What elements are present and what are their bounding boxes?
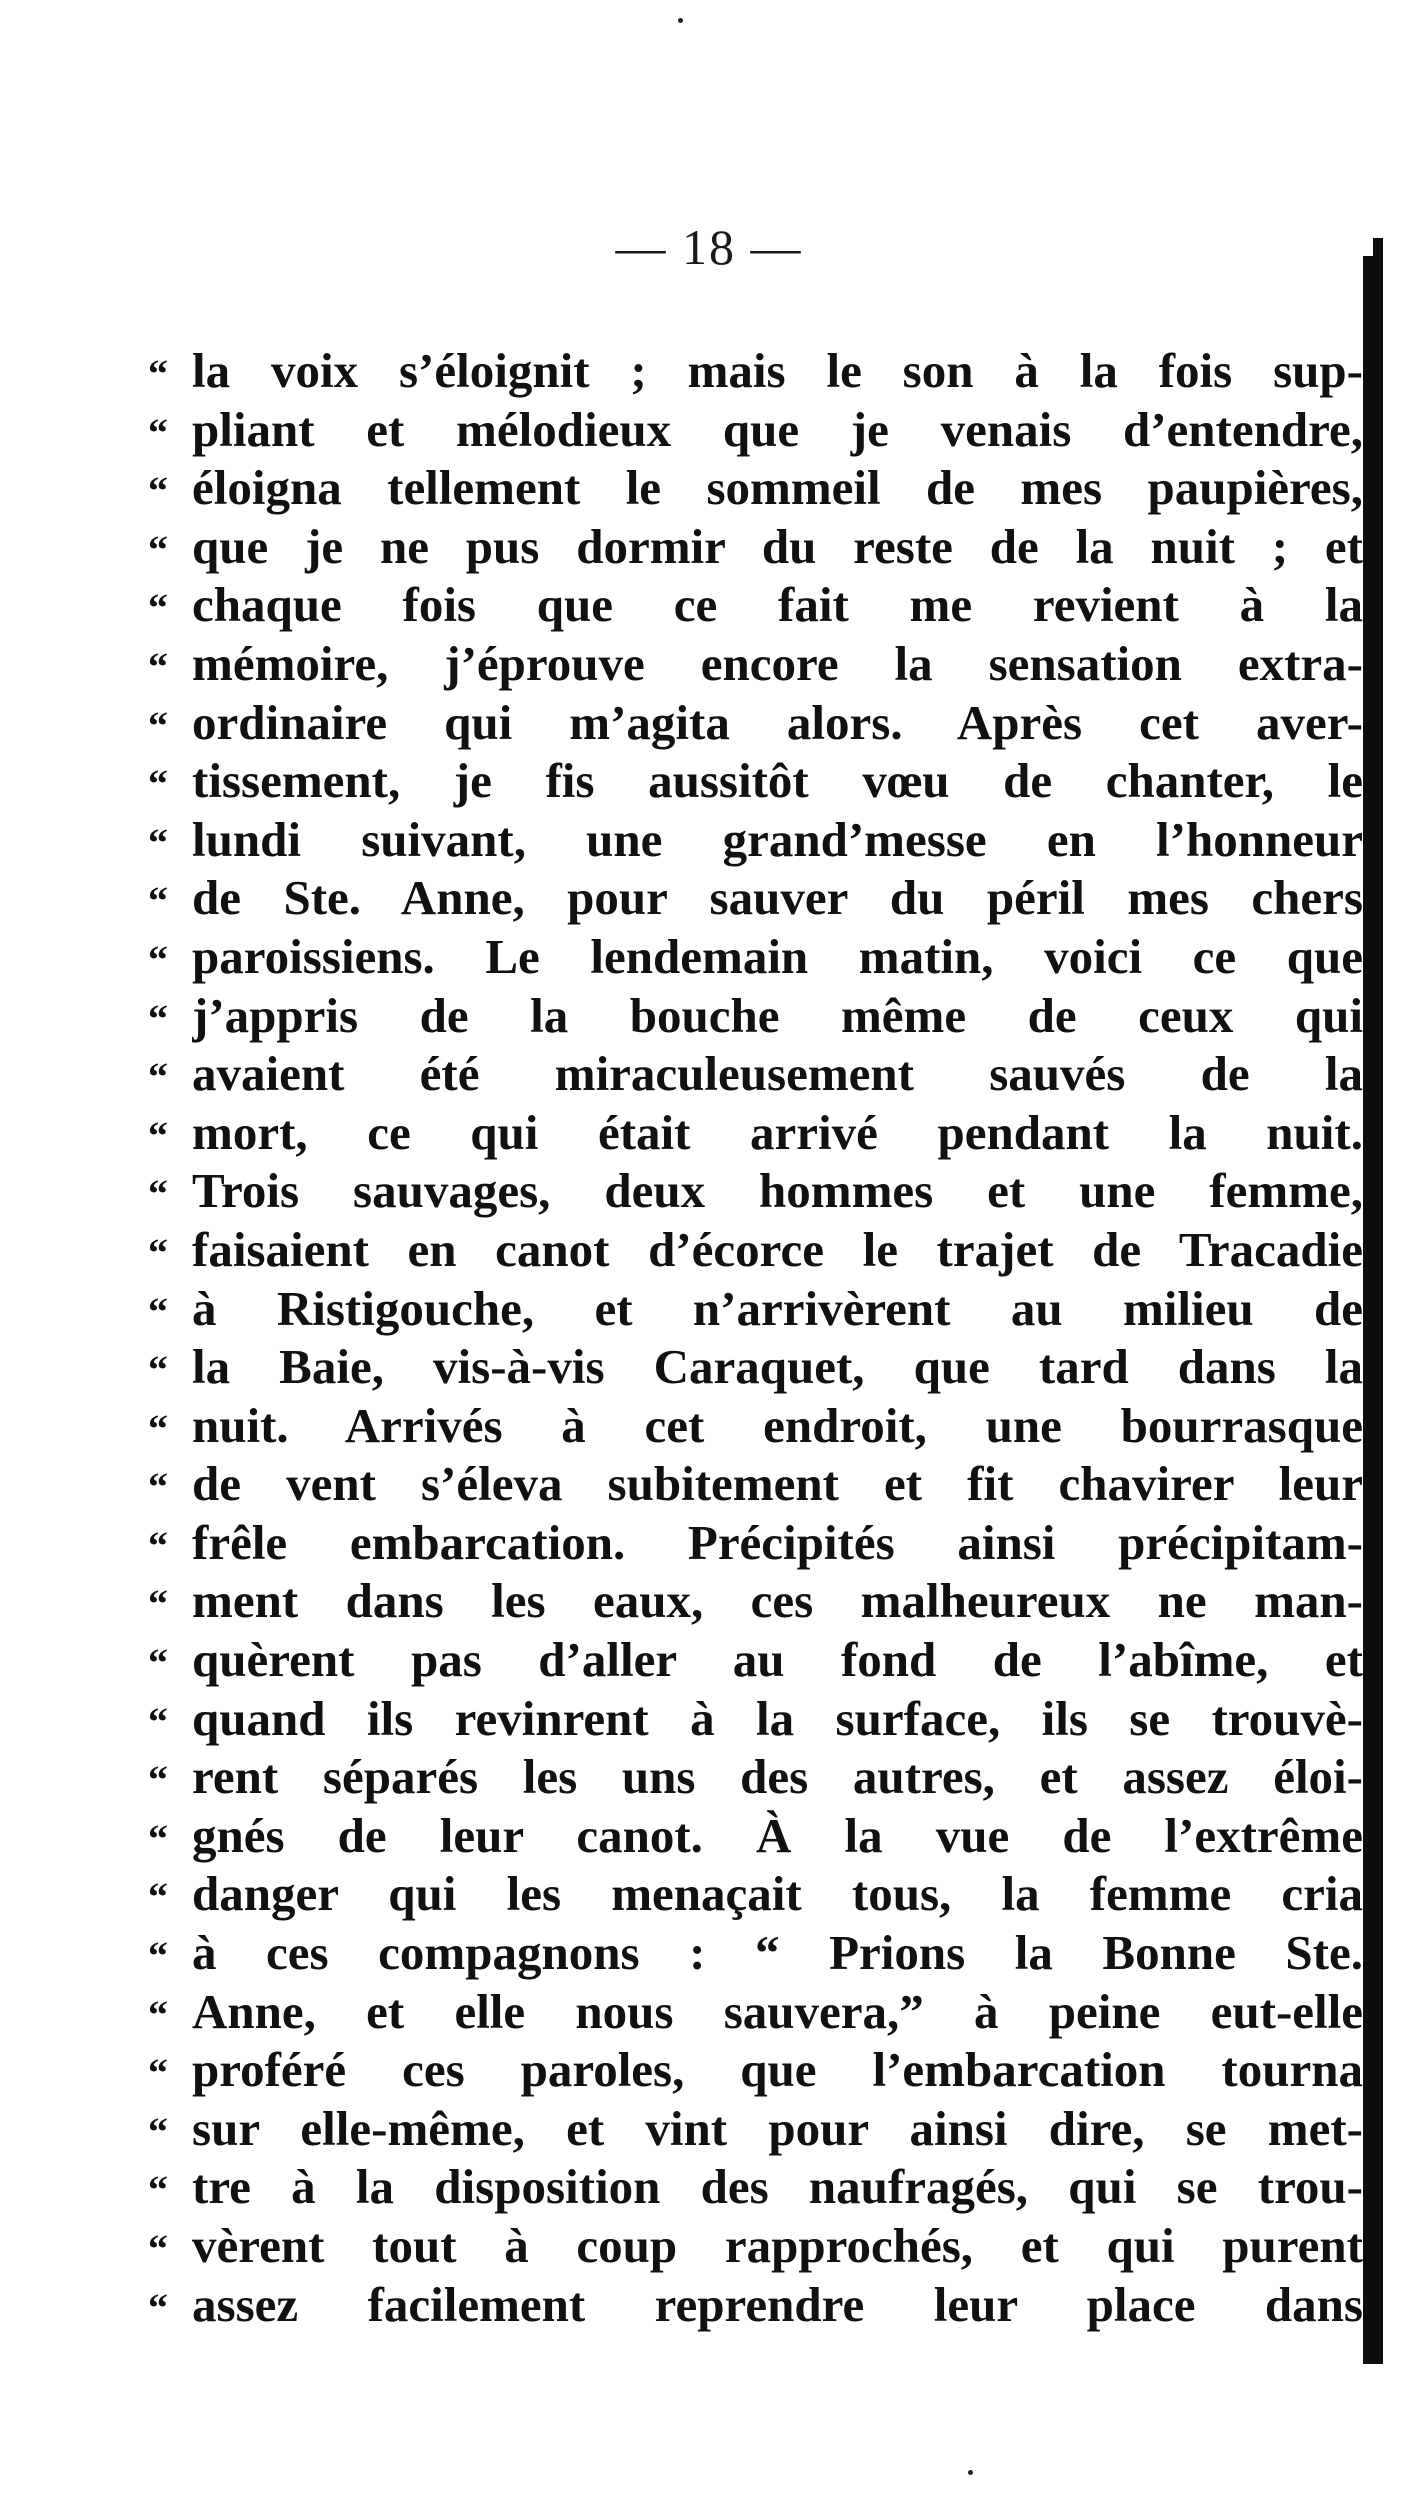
text-line bbox=[148, 1690, 1363, 1749]
line-text: nuit. Arrivés à cet endroit, une bourrasque bbox=[192, 1397, 1363, 1453]
line-text: Anne, et elle nous sauvera,” à peine eut-elle bbox=[192, 1983, 1363, 2039]
quote-mark: “ bbox=[148, 1698, 168, 1744]
body-text bbox=[148, 342, 1363, 2334]
text-line bbox=[148, 2041, 1363, 2100]
line-text: de vent s’éleva subitement et fit chavirer leur bbox=[192, 1456, 1363, 1512]
line-text: la voix s’éloignit ; mais le son à la fois sup- bbox=[192, 343, 1363, 398]
line-text: danger qui les menaçait tous, la femme cria bbox=[192, 1866, 1363, 1922]
line-text: de Ste. Anne, pour sauver du péril mes chers bbox=[192, 870, 1363, 926]
text-line bbox=[148, 1983, 1363, 2042]
quote-mark: “ bbox=[148, 819, 168, 865]
text-line bbox=[148, 987, 1363, 1046]
text-line bbox=[148, 1338, 1363, 1397]
quote-mark: “ bbox=[148, 1112, 168, 1158]
line-text: chaque fois que ce fait me revient à la bbox=[192, 577, 1363, 633]
line-text: rent séparés les uns des autres, et assez éloi- bbox=[192, 1749, 1363, 1805]
quote-mark: “ bbox=[148, 1991, 168, 2037]
quote-mark: “ bbox=[148, 2108, 168, 2154]
quote-mark: “ bbox=[148, 409, 168, 455]
text-line bbox=[148, 459, 1363, 518]
line-text: que je ne pus dormir du reste de la nuit ; et bbox=[192, 518, 1363, 574]
text-line bbox=[148, 1865, 1363, 1924]
line-text: la Baie, vis-à-vis Caraquet, que tard dans la bbox=[192, 1339, 1363, 1395]
text-line bbox=[148, 1455, 1363, 1514]
line-text: vèrent tout à coup rapprochés, et qui purent bbox=[192, 2218, 1363, 2273]
line-text: quèrent pas d’aller au fond de l’abîme, et bbox=[192, 1632, 1363, 1688]
quote-mark: “ bbox=[148, 2284, 168, 2330]
text-line bbox=[148, 694, 1363, 753]
quote-mark: “ bbox=[148, 1581, 168, 1627]
quote-mark: “ bbox=[148, 1347, 168, 1393]
text-line bbox=[148, 2217, 1363, 2276]
line-text: paroissiens. Le lendemain matin, voici ce que bbox=[192, 928, 1363, 984]
text-line bbox=[148, 1572, 1363, 1631]
quote-mark: “ bbox=[148, 1288, 168, 1334]
text-line bbox=[148, 1748, 1363, 1807]
line-text: à ces compagnons : “ Prions la Bonne Ste. bbox=[192, 1925, 1363, 1981]
quote-mark: “ bbox=[148, 1171, 168, 1217]
text-line bbox=[148, 342, 1363, 401]
quote-mark: “ bbox=[148, 1815, 168, 1861]
text-line bbox=[148, 635, 1363, 694]
text-line bbox=[148, 752, 1363, 811]
quote-mark: “ bbox=[148, 761, 168, 807]
text-line bbox=[148, 1104, 1363, 1163]
line-text: gnés de leur canot. À la vue de l’extrême bbox=[192, 1807, 1363, 1863]
line-text: mémoire, j’éprouve encore la sensation extra- bbox=[192, 635, 1363, 691]
quote-mark: “ bbox=[148, 878, 168, 924]
quote-mark: “ bbox=[148, 351, 168, 396]
quote-mark: “ bbox=[148, 585, 168, 631]
line-text: sur elle-même, et vint pour ainsi dire, se met- bbox=[192, 2100, 1363, 2156]
text-line bbox=[148, 811, 1363, 870]
line-text: à Ristigouche, et n’arrivèrent au milieu de bbox=[192, 1280, 1363, 1336]
text-line bbox=[148, 1631, 1363, 1690]
text-line bbox=[148, 401, 1363, 460]
quote-mark: “ bbox=[148, 1874, 168, 1920]
quote-mark: “ bbox=[148, 936, 168, 982]
line-text: quand ils revinrent à la surface, ils se trouvè- bbox=[192, 1690, 1363, 1746]
page-number: — 18 — bbox=[615, 219, 803, 275]
text-line bbox=[148, 2158, 1363, 2217]
quote-mark: “ bbox=[148, 995, 168, 1041]
line-text: lundi suivant, une grand’messe en l’honneur bbox=[192, 811, 1363, 867]
text-line bbox=[148, 1924, 1363, 1983]
text-line bbox=[148, 518, 1363, 577]
text-line bbox=[148, 576, 1363, 635]
line-text: faisaient en canot d’écorce le trajet de Tracadie bbox=[192, 1221, 1363, 1277]
quote-mark: “ bbox=[148, 1229, 168, 1275]
quote-mark: “ bbox=[148, 1933, 168, 1979]
line-text: proféré ces paroles, que l’embarcation tourna bbox=[192, 2042, 1363, 2098]
text-line bbox=[148, 1807, 1363, 1866]
text-line bbox=[148, 1045, 1363, 1104]
text-line bbox=[148, 1162, 1363, 1221]
text-line bbox=[148, 2100, 1363, 2159]
line-text: tre à la disposition des naufragés, qui se trou- bbox=[192, 2159, 1363, 2215]
quote-mark: “ bbox=[148, 468, 168, 514]
text-line bbox=[148, 2276, 1363, 2335]
line-text: frêle embarcation. Précipités ainsi précipitam- bbox=[192, 1514, 1363, 1570]
quote-mark: “ bbox=[148, 2050, 168, 2096]
quote-mark: “ bbox=[148, 643, 168, 689]
quote-mark: “ bbox=[148, 2167, 168, 2213]
quote-mark: “ bbox=[148, 1757, 168, 1803]
line-text: éloigna tellement le sommeil de mes paupières, bbox=[192, 460, 1363, 516]
line-text: avaient été miraculeusement sauvés de la bbox=[192, 1046, 1363, 1102]
quote-mark: “ bbox=[148, 702, 168, 748]
text-line bbox=[148, 1397, 1363, 1456]
ink-speck bbox=[678, 18, 683, 23]
ink-speck bbox=[968, 2470, 973, 2475]
line-text: ordinaire qui m’agita alors. Après cet aver- bbox=[192, 694, 1363, 750]
line-text: Trois sauvages, deux hommes et une femme, bbox=[192, 1163, 1363, 1219]
quote-mark: “ bbox=[148, 2226, 168, 2271]
text-line bbox=[148, 869, 1363, 928]
line-text: ment dans les eaux, ces malheureux ne man- bbox=[192, 1573, 1363, 1629]
text-line bbox=[148, 1280, 1363, 1339]
line-text: pliant et mélodieux que je venais d’entendre, bbox=[192, 401, 1363, 457]
text-line bbox=[148, 928, 1363, 987]
line-text: tissement, je fis aussitôt vœu de chanter, le bbox=[192, 753, 1363, 809]
quote-mark: “ bbox=[148, 526, 168, 572]
quote-mark: “ bbox=[148, 1054, 168, 1100]
quote-mark: “ bbox=[148, 1464, 168, 1510]
line-text: assez facilement reprendre leur place dans bbox=[192, 2276, 1363, 2332]
line-text: mort, ce qui était arrivé pendant la nuit. bbox=[192, 1104, 1363, 1160]
quote-mark: “ bbox=[148, 1640, 168, 1686]
line-text: j’appris de la bouche même de ceux qui bbox=[192, 987, 1363, 1043]
quote-mark: “ bbox=[148, 1522, 168, 1568]
binding-shadow bbox=[1363, 256, 1383, 2364]
text-line bbox=[148, 1221, 1363, 1280]
text-line bbox=[148, 1514, 1363, 1573]
quote-mark: “ bbox=[148, 1405, 168, 1451]
